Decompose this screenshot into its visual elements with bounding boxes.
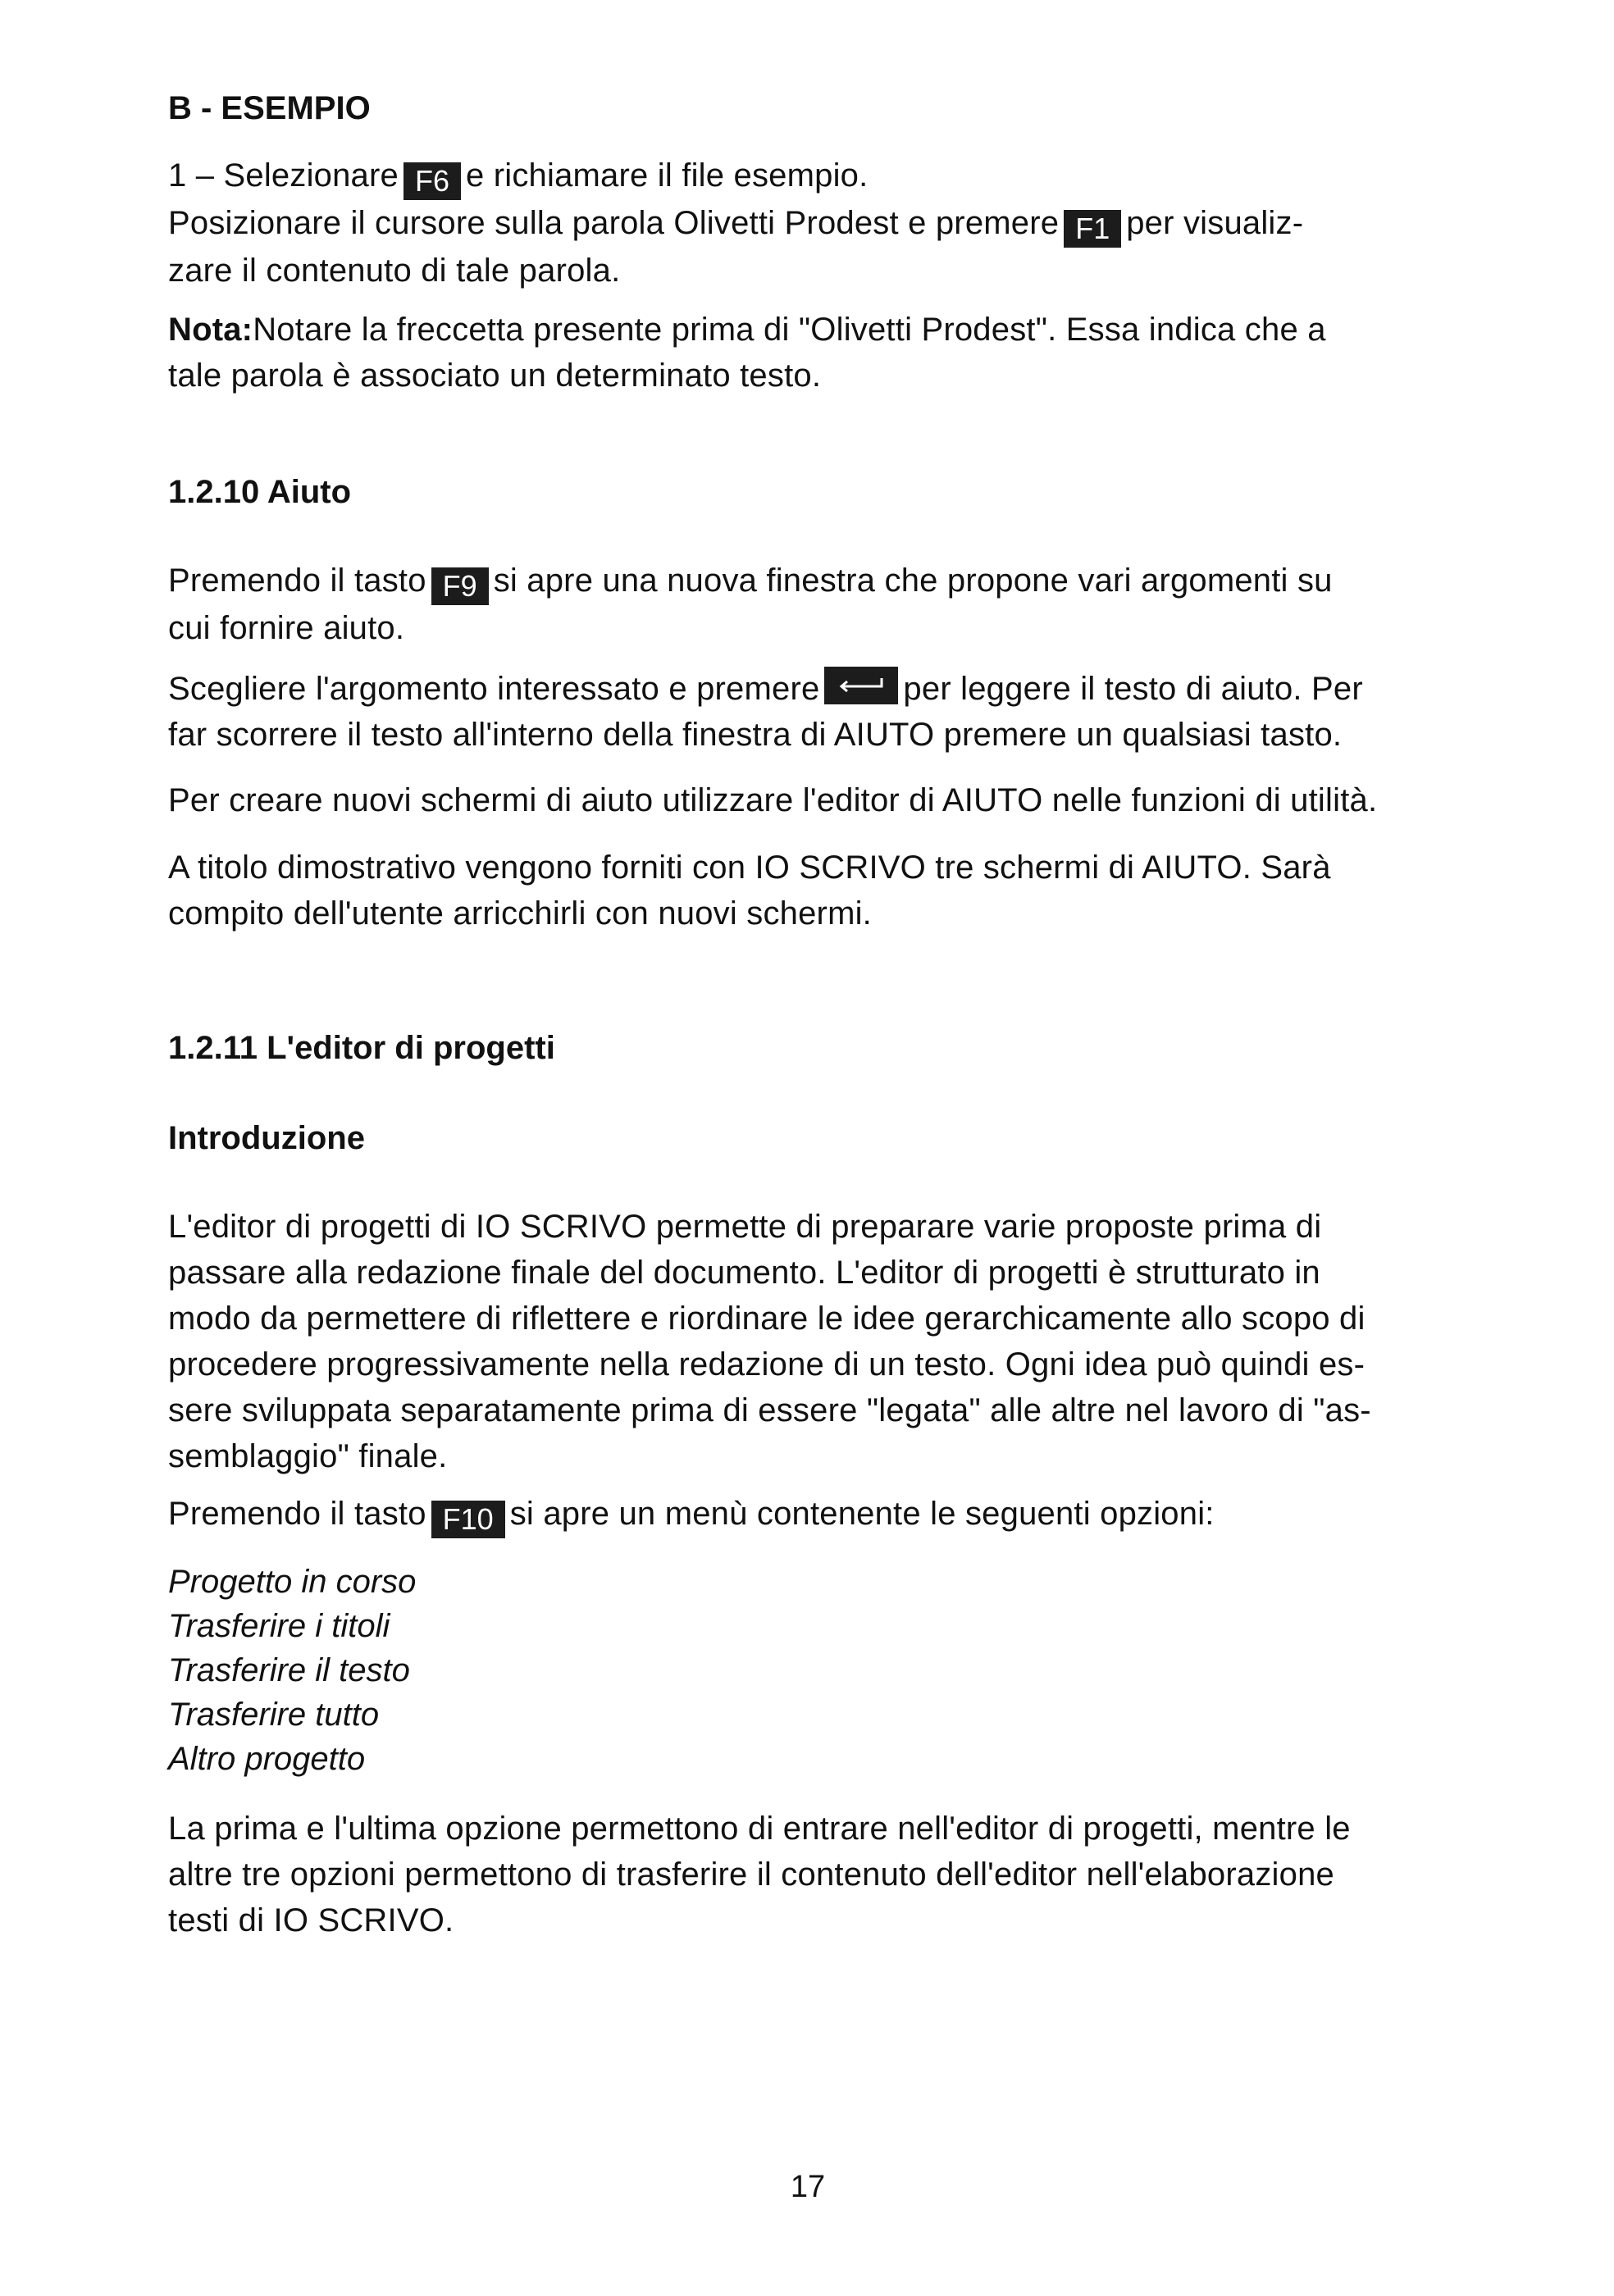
paragraph-note [168,307,1448,399]
document-page [168,0,1448,2296]
aiuto-p1-text-b: si apre una nuova finestra che propone vari argomenti su [493,563,1333,599]
step1-text-a: 1 – Selezionare [168,157,399,194]
option-item: Progetto in corso [168,1564,417,1600]
step1-line2-text-b: per visualiz- [1126,205,1304,241]
paragraph-editor-3 [168,1806,1448,1943]
option-item: Trasferire tutto [168,1697,380,1733]
note-label: Nota: [168,312,253,348]
aiuto-p1-text-a: Premendo il tasto [168,563,426,599]
paragraph-aiuto-4 [168,845,1448,936]
note-line1-text: Notare la freccetta presente prima di "Olivetti Prodest". Essa indica che a [253,312,1326,348]
step1-line2 [168,200,1448,248]
editor-p3-line: altre tre opzioni permettono di trasferire il contenuto dell'editor nell'elaborazione [168,1856,1334,1893]
note-line1 [168,307,1448,353]
paragraph-step1 [168,153,1448,294]
editor-p1-line: L'editor di progetti di IO SCRIVO permette di preparare varie proposte prima di [168,1209,1322,1245]
aiuto-p2-text-a: Scegliere l'argomento interessato e premere [168,671,820,707]
enter-key-icon [824,667,898,704]
step1-line3: zare il contenuto di tale parola. [168,253,621,289]
editor-p1-line: modo da permettere di riflettere e riordinare le idee gerarchicamente allo scopo di [168,1301,1366,1337]
editor-p2-text-a: Premendo il tasto [168,1496,426,1532]
paragraph-aiuto-1 [168,558,1448,651]
option-item: Trasferire i titoli [168,1608,390,1644]
paragraph-aiuto-3 [168,777,1448,823]
page-number: 17 [790,2170,826,2204]
editor-p2-text-b: si apre un menù contenente le seguenti opzioni: [509,1496,1215,1532]
section-heading-esempio: B - ESEMPIO [168,90,371,126]
paragraph-editor-1 [168,1204,1448,1479]
f10-key-badge: F10 [431,1501,505,1538]
step1-text-b: e richiamare il file esempio. [465,157,869,194]
f9-key-badge: F9 [431,567,489,605]
editor-p1-line: procedere progressivamente nella redazione di un testo. Ogni idea può quindi es- [168,1346,1366,1383]
editor-p1-line: passare alla redazione finale del documento. L'editor di progetti è strutturato in [168,1255,1320,1291]
editor-p1-line: sere sviluppata separatamente prima di essere "legata" alle altre nel lavoro di "as- [168,1392,1371,1428]
aiuto-p2-line2: far scorrere il testo all'interno della finestra di AIUTO premere un qualsiasi tasto. [168,717,1343,753]
options-list [168,1560,416,1781]
aiuto-p1-line2: cui fornire aiuto. [168,610,405,646]
f1-key-badge: F1 [1064,210,1121,248]
step1-line2-text-a: Posizionare il cursore sulla parola Olivetti Prodest e premere [168,205,1060,241]
editor-p2-line1 [168,1491,1448,1538]
editor-p3-line: testi di IO SCRIVO. [168,1902,454,1938]
aiuto-p2-line1 [168,666,1448,712]
section-heading-editor: 1.2.11 L'editor di progetti [168,1030,555,1066]
editor-p1-line: semblaggio" finale. [168,1438,448,1474]
step1-line1 [168,153,1448,200]
paragraph-aiuto-2 [168,666,1448,758]
f6-key-badge: F6 [404,162,461,200]
aiuto-p4-line2: compito dell'utente arricchirli con nuovi schermi. [168,895,872,932]
aiuto-p1-line1 [168,558,1448,605]
note-line2: tale parola è associato un determinato testo. [168,358,822,394]
editor-p3-line: La prima e l'ultima opzione permettono di entrare nell'editor di progetti, mentre le [168,1811,1351,1847]
option-item: Trasferire il testo [168,1652,410,1688]
aiuto-p2-text-b: per leggere il testo di aiuto. Per [903,671,1363,707]
subheading-introduzione: Introduzione [168,1120,365,1156]
aiuto-p3-line1: Per creare nuovi schermi di aiuto utilizzare l'editor di AIUTO nelle funzioni di utilità. [168,782,1378,818]
option-item: Altro progetto [168,1741,366,1777]
paragraph-editor-2 [168,1491,1448,1538]
section-heading-aiuto: 1.2.10 Aiuto [168,474,352,510]
aiuto-p4-line1: A titolo dimostrativo vengono forniti con IO SCRIVO tre schermi di AIUTO. Sarà [168,850,1331,886]
